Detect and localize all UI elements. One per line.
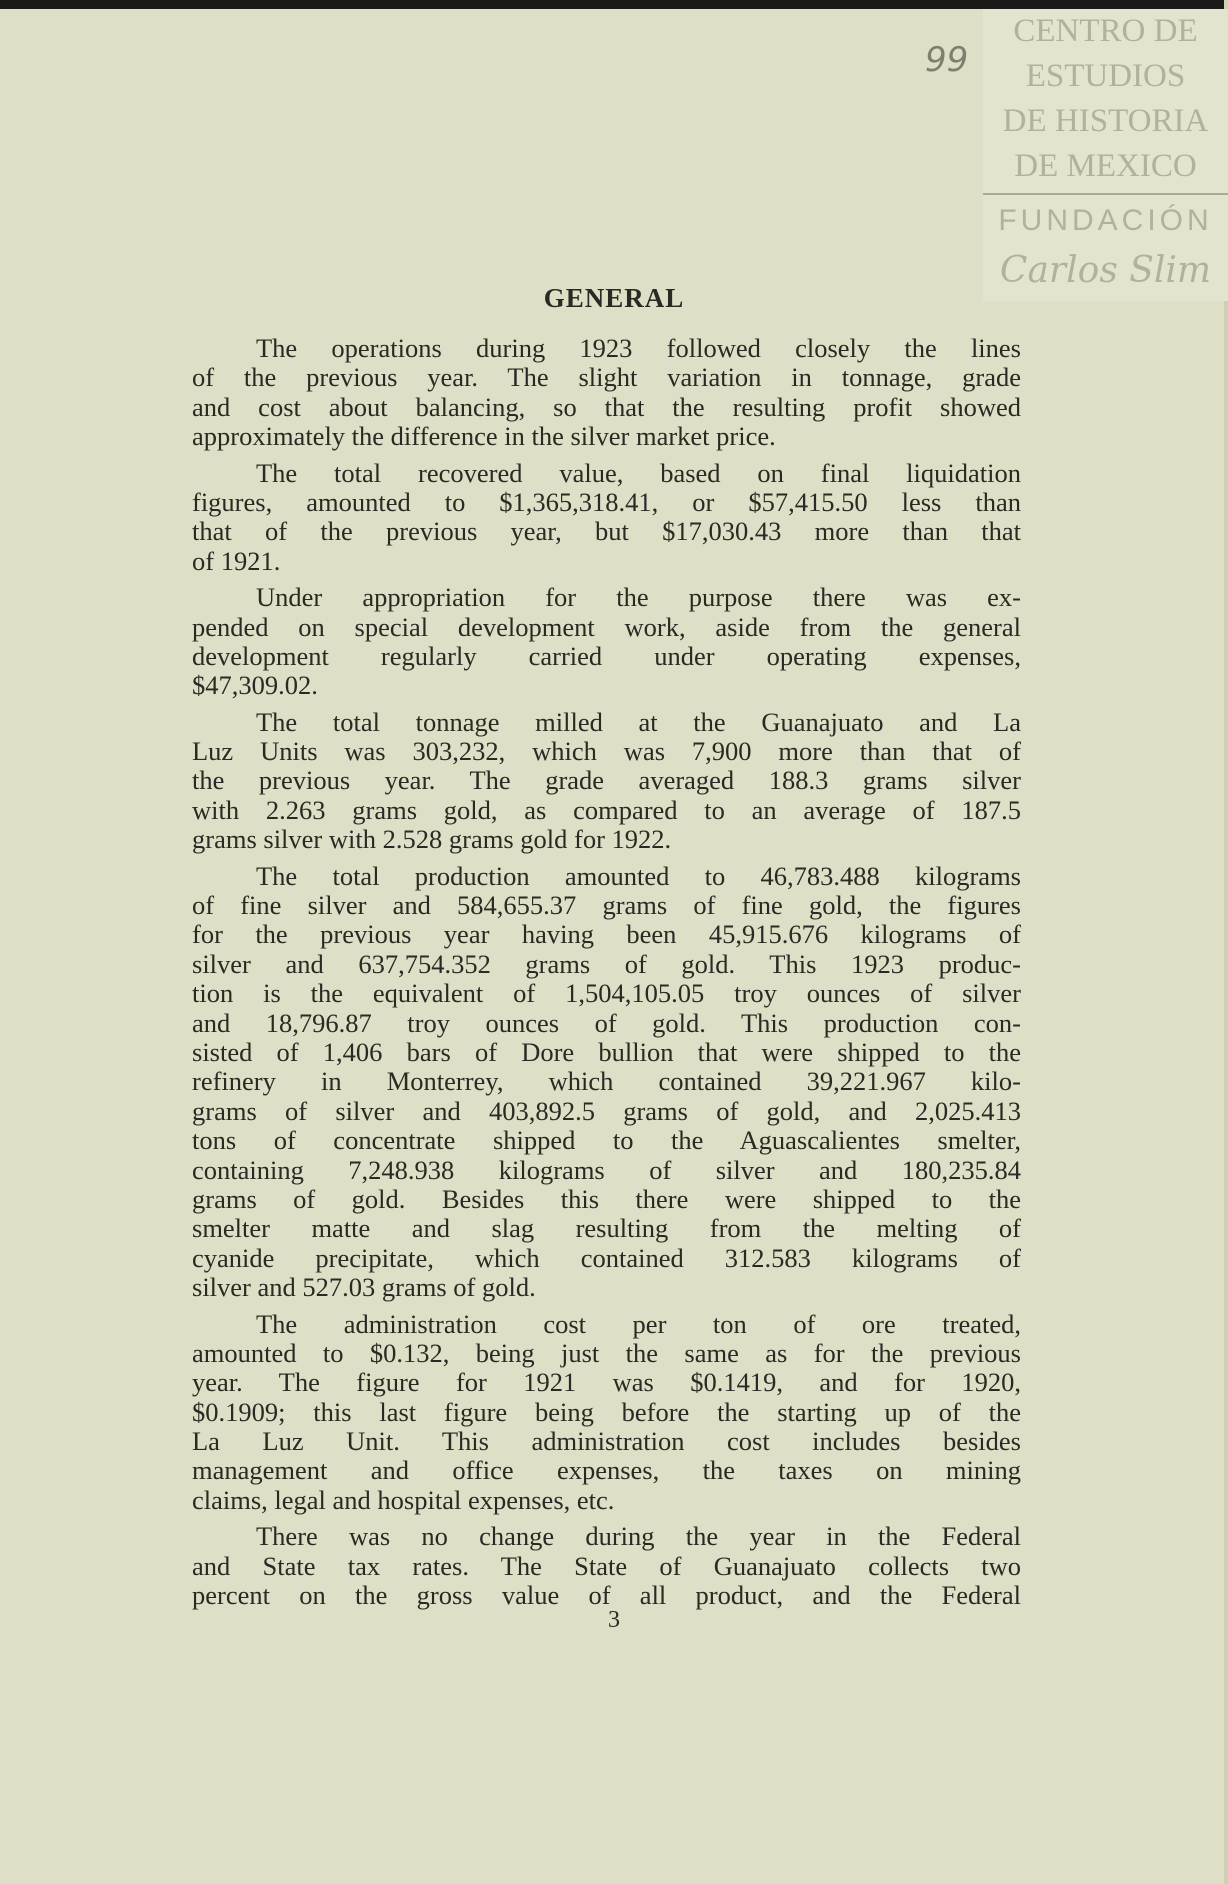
watermark-line: CENTRO DE — [1013, 13, 1198, 49]
text-line: grams of silver and 403,892.5 grams of gold, and 2,025.413 — [192, 1095, 1021, 1126]
text-line: the previous year. The grade averaged 188.3 grams silver — [192, 765, 1021, 796]
text-line: and State tax rates. The State of Guanajuato collects two — [192, 1550, 1021, 1581]
text-line: cyanide precipitate, which contained 312.583 kilograms of — [192, 1242, 1021, 1273]
text-line: amounted to $0.132, being just the same as for the previous — [192, 1337, 1021, 1368]
text-line: The total production amounted to 46,783.488 kilograms — [256, 860, 1021, 891]
text-line: The operations during 1923 followed closely the lines — [256, 333, 1021, 363]
text-line: tons of concentrate shipped to the Aguascalientes smelter, — [192, 1125, 1021, 1156]
paragraph — [192, 1522, 1021, 1610]
handwritten-page-number: 99 — [925, 40, 969, 80]
paragraph — [192, 862, 1021, 1303]
text-line: Luz Units was 303,232, which was 7,900 more than that of — [192, 736, 1021, 767]
text-line: year. The figure for 1921 was $0.1419, and for 1920, — [192, 1367, 1021, 1398]
text-line: claims, legal and hospital expenses, etc. — [192, 1484, 615, 1515]
text-line: $0.1909; this last figure being before the starting up of the — [192, 1396, 1021, 1427]
text-line: with 2.263 grams gold, as compared to an average of 187.5 — [192, 794, 1021, 825]
watermark-divider — [983, 193, 1228, 195]
text-line: and cost about balancing, so that the resulting profit showed — [192, 391, 1021, 422]
paragraph — [192, 708, 1021, 855]
text-line: percent on the gross value of all product, and the Federal — [192, 1580, 1021, 1611]
text-line: of the previous year. The slight variation in tonnage, grade — [192, 362, 1021, 393]
watermark-signature: Carlos Slim — [999, 250, 1212, 291]
text-line: $47,309.02. — [192, 670, 318, 701]
text-line: grams silver with 2.528 grams gold for 1922. — [192, 824, 672, 855]
paragraph — [192, 583, 1021, 701]
text-line: figures, amounted to $1,365,318.41, or $57,415.50 less than — [192, 486, 1021, 517]
text-line: containing 7,248.938 kilograms of silver and 180,235.84 — [192, 1154, 1021, 1185]
text-line: tion is the equivalent of 1,504,105.05 troy ounces of silver — [192, 978, 1021, 1009]
paragraph — [192, 334, 1021, 452]
page-number: 3 — [608, 1607, 620, 1633]
text-line: of fine silver and 584,655.37 grams of fine gold, the figures — [192, 890, 1021, 921]
text-line: refinery in Monterrey, which contained 39,221.967 kilo- — [192, 1066, 1021, 1097]
text-line: silver and 637,754.352 grams of gold. This 1923 produc- — [192, 948, 1021, 979]
section-heading-text: GENERAL — [543, 283, 685, 313]
scan-top-border — [0, 0, 1228, 9]
archive-watermark — [983, 9, 1228, 301]
text-line: and 18,796.87 troy ounces of gold. This production con- — [192, 1007, 1021, 1038]
text-line: approximately the difference in the silver market price. — [192, 421, 776, 452]
text-line: silver and 527.03 grams of gold. — [192, 1272, 536, 1303]
text-line: grams of gold. Besides this there were shipped to the — [192, 1183, 1021, 1214]
watermark-foundation: FUNDACIÓN — [998, 204, 1213, 237]
text-line: pended on special development work, aside from the general — [192, 611, 1021, 642]
section-heading — [0, 283, 1228, 314]
text-line: that of the previous year, but $17,030.43 more than that — [192, 516, 1021, 547]
text-line: development regularly carried under operating expenses, — [192, 640, 1021, 671]
text-line: La Luz Unit. This administration cost includes besides — [192, 1426, 1021, 1457]
text-line: The total tonnage milled at the Guanajuato and La — [256, 706, 1021, 737]
paragraph — [192, 459, 1021, 577]
text-line: The total recovered value, based on final liquidation — [256, 457, 1021, 488]
body-text — [192, 334, 1021, 1617]
watermark-line: DE MEXICO — [1014, 148, 1197, 184]
text-line: of 1921. — [192, 545, 281, 576]
text-line: Under appropriation for the purpose there was ex- — [256, 582, 1021, 613]
paragraph — [192, 1310, 1021, 1516]
watermark-line: DE HISTORIA — [1002, 103, 1209, 139]
text-line: for the previous year having been 45,915.676 kilograms of — [192, 919, 1021, 950]
watermark-line: ESTUDIOS — [1025, 58, 1186, 94]
text-line: sisted of 1,406 bars of Dore bullion that were shipped to the — [192, 1036, 1021, 1067]
text-line: There was no change during the year in the Federal — [256, 1521, 1021, 1552]
text-line: The administration cost per ton of ore treated, — [256, 1308, 1021, 1339]
text-line: smelter matte and slag resulting from the melting of — [192, 1213, 1021, 1244]
text-line: management and office expenses, the taxes on mining — [192, 1455, 1021, 1486]
